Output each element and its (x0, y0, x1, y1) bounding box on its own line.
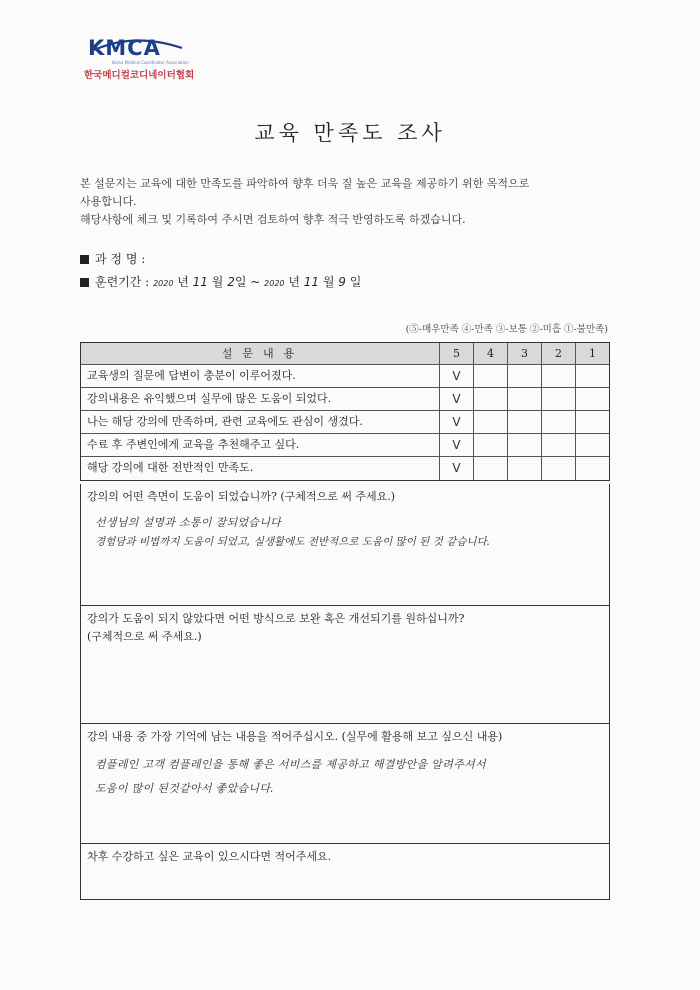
score-2-cell[interactable] (541, 365, 575, 387)
future-course-section[interactable] (80, 844, 610, 900)
score-2-cell[interactable] (541, 457, 575, 480)
score-5-cell[interactable] (439, 457, 473, 480)
score-2-cell[interactable] (541, 411, 575, 433)
score-2-cell[interactable] (541, 388, 575, 410)
table-row (81, 388, 609, 411)
year-unit-end: 년 (288, 275, 300, 289)
score-3-cell[interactable] (507, 365, 541, 387)
day-unit-end: 일 (349, 275, 362, 289)
kmca-logo (84, 36, 244, 86)
score-1-cell[interactable] (575, 411, 609, 433)
end-year: 2020 (264, 279, 285, 288)
square-bullet-icon (80, 255, 89, 264)
score-5-cell[interactable] (439, 388, 473, 410)
period-label: 훈련기간 : (95, 275, 150, 289)
survey-table (80, 342, 610, 481)
score-4-cell[interactable] (473, 365, 507, 387)
answer-helpful-line-1: 선생님의 설명과 소통이 잘되었습니다 (95, 516, 282, 529)
header-score-5: 5 (439, 343, 473, 364)
day-unit: 일 (234, 275, 247, 289)
score-1-cell[interactable] (575, 388, 609, 410)
header-score-2: 2 (541, 343, 575, 364)
square-bullet-icon (80, 278, 89, 287)
start-month: 11 (192, 275, 208, 289)
memorable-content-section[interactable] (80, 724, 610, 844)
score-2-cell[interactable] (541, 434, 575, 456)
intro-line-3: 해당사항에 체크 및 기록하여 주시면 검토하여 향후 적극 반영하도록 하겠습니다. (80, 213, 466, 226)
table-row (81, 365, 609, 388)
score-1-cell[interactable] (575, 457, 609, 480)
check-mark: V (452, 438, 461, 452)
rating-legend: (⑤-매우만족 ④-만족 ③-보통 ②-미흡 ①-불만족) (405, 324, 608, 335)
score-4-cell[interactable] (473, 457, 507, 480)
table-row (81, 411, 609, 434)
question-improvement: 강의가 도움이 되지 않았다면 어떤 방식으로 보완 혹은 개선되기를 원하십니까? (87, 612, 465, 625)
logo-korean-name: 한국메디컬코디네이터협회 (84, 70, 195, 81)
end-day: 9 (338, 275, 346, 289)
training-period-field (80, 273, 361, 290)
header-score-1: 1 (575, 343, 609, 364)
question-text: 해당 강의에 대한 전반적인 만족도. (87, 461, 254, 474)
question-improvement-line-2: (구체적으로 써 주세요.) (87, 630, 202, 643)
end-month: 11 (303, 275, 320, 289)
improvement-section[interactable] (80, 606, 610, 724)
header-survey-content: 설문내용 (221, 347, 305, 360)
score-3-cell[interactable] (507, 434, 541, 456)
page-title: 교육 만족도 조사 (254, 121, 446, 145)
table-row (81, 457, 609, 480)
score-3-cell[interactable] (507, 457, 541, 480)
start-year: 2020 (153, 279, 174, 288)
score-4-cell[interactable] (473, 411, 507, 433)
check-mark: V (452, 461, 461, 475)
header-score-4: 4 (473, 343, 507, 364)
check-mark: V (452, 369, 461, 383)
answer-memorable-line-1: 컴플레인 고객 컴플레인을 통해 좋은 서비스를 제공하고 해결방안을 알려주셔서 (95, 758, 486, 771)
score-3-cell[interactable] (507, 388, 541, 410)
answer-memorable-line-2: 도움이 많이 된것같아서 좋았습니다. (95, 782, 275, 795)
intro-line-1: 본 설문지는 교육에 대한 만족도를 파악하여 향후 더욱 질 높은 교육을 제공하기 위한 목적으로 (80, 177, 530, 190)
question-text: 나는 해당 강의에 만족하며, 관련 교육에도 관심이 생겼다. (87, 415, 363, 428)
intro-line-2: 사용합니다. (80, 195, 137, 208)
logo-subtitle: Korea Medical Coordinator Association (112, 60, 189, 65)
check-mark: V (452, 392, 461, 406)
score-3-cell[interactable] (507, 411, 541, 433)
check-mark: V (452, 415, 461, 429)
table-row (81, 434, 609, 457)
question-text: 교육생의 질문에 답변이 충분이 이루어졌다. (87, 369, 296, 382)
question-helpful-aspects: 강의의 어떤 측면이 도움이 되었습니까? (구체적으로 써 주세요.) (87, 490, 396, 503)
course-label: 과 정 명 : (95, 252, 146, 266)
question-memorable-content: 강의 내용 중 가장 기억에 남는 내용을 적어주십시오. (실무에 활용해 보고 싶으신 내용) (87, 730, 503, 743)
score-4-cell[interactable] (473, 388, 507, 410)
tilde: ~ (250, 275, 261, 289)
logo-name: KMCA (88, 36, 161, 60)
table-header-row (81, 343, 609, 365)
course-name-field (80, 250, 145, 267)
score-5-cell[interactable] (439, 411, 473, 433)
question-text: 강의내용은 유익했으며 실무에 많은 도움이 되었다. (87, 392, 332, 405)
score-5-cell[interactable] (439, 434, 473, 456)
helpful-aspects-section[interactable] (80, 484, 610, 606)
header-score-3: 3 (507, 343, 541, 364)
question-future-course: 차후 수강하고 싶은 교육이 있으시다면 적어주세요. (87, 850, 332, 863)
score-1-cell[interactable] (575, 365, 609, 387)
year-unit: 년 (177, 275, 189, 289)
month-unit-end: 월 (322, 275, 335, 289)
score-4-cell[interactable] (473, 434, 507, 456)
start-day: 2 (227, 275, 235, 289)
question-text: 수료 후 주변인에게 교육을 추천해주고 싶다. (87, 438, 300, 451)
score-1-cell[interactable] (575, 434, 609, 456)
month-unit: 월 (211, 275, 224, 289)
score-5-cell[interactable] (439, 365, 473, 387)
answer-helpful-line-2: 경험담과 비법까지 도움이 되었고, 실생활에도 전반적으로 도움이 많이 된 것 같습니다. (95, 536, 491, 548)
